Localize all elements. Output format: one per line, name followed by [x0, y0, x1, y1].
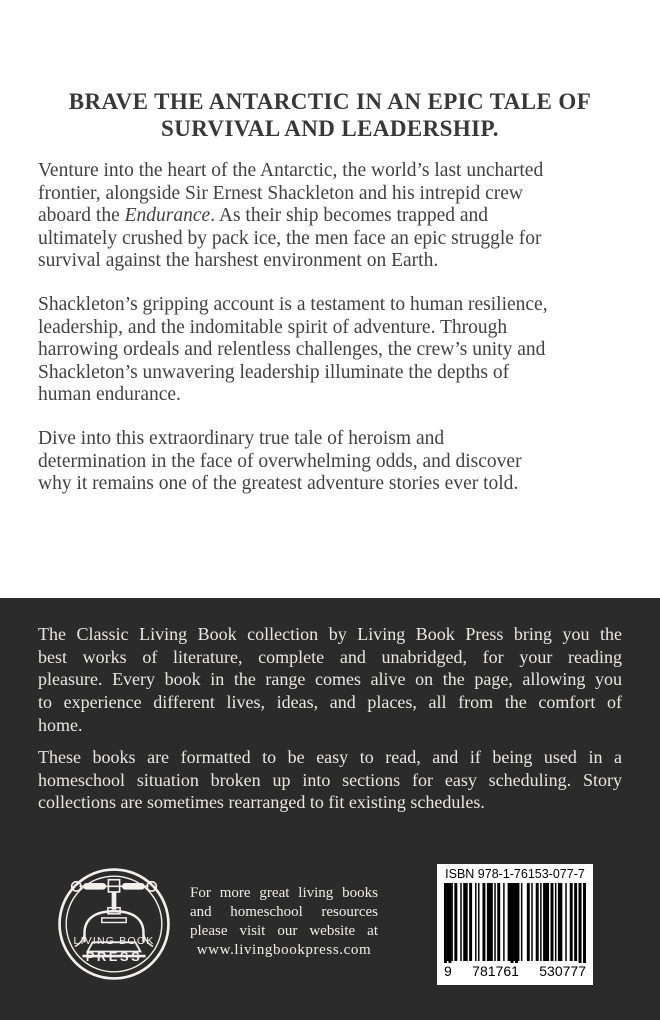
publisher-paragraph-1	[38, 623, 622, 737]
text-line: determination in the face of overwhelming odds, and discover	[38, 450, 522, 472]
text-line: to experience different lives, ideas, and places, all from the comfort of	[38, 692, 622, 713]
text-line: Shackleton’s unwavering leadership illuminate the depths of	[38, 361, 510, 383]
synopsis-paragraph-2	[38, 294, 624, 407]
barcode-digits	[442, 963, 588, 979]
text-line: and homeschool resources	[190, 904, 378, 920]
barcode-digit-group: 530777	[539, 963, 586, 979]
book-tagline	[0, 88, 660, 142]
text-line: ultimately crushed by pack ice, the men face an epic struggle for	[38, 227, 542, 249]
text-line: Shackleton’s gripping account is a testament to human resilience,	[38, 294, 548, 315]
tagline-line: BRAVE THE ANTARCTIC IN AN EPIC TALE OF	[68, 89, 592, 114]
publisher-paragraph-2	[38, 746, 622, 814]
text-line: human endurance.	[38, 384, 181, 406]
synopsis-paragraph-3	[38, 428, 624, 496]
text-line: harrowing ordeals and relentless challenges, the crew’s unity and	[38, 339, 546, 361]
text-line: Dive into this extraordinary true tale of heroism and	[38, 428, 445, 449]
logo-name-living-book: LIVING BOOK	[73, 935, 155, 947]
barcode-digit-group: 9	[444, 963, 452, 979]
text-line: survival against the harshest environment on Earth.	[38, 250, 439, 272]
text-segment: . As their ship becomes trapped and	[210, 205, 489, 227]
text-line: home.	[38, 714, 83, 735]
synopsis-paragraph-1	[38, 160, 624, 273]
text-line: best works of literature, complete and unabridged, for your reading	[38, 646, 622, 667]
barcode-bars-area	[442, 883, 588, 979]
website-note	[190, 884, 378, 960]
text-line: please visit our website at	[190, 923, 378, 939]
text-segment: aboard the	[38, 205, 125, 227]
text-line: frontier, alongside Sir Ernest Shackleton and his intrepid crew	[38, 182, 523, 204]
text-line: homeschool situation broken up into sections for easy scheduling. Story	[38, 769, 622, 790]
book-name-italic: Endurance	[124, 205, 211, 227]
text-line: For more great living books	[190, 885, 378, 901]
barcode-digit-group: 781761	[472, 963, 519, 979]
isbn-label: ISBN 978-1-76153-077-7	[445, 867, 585, 881]
text-line: why it remains one of the greatest adventure stories ever told.	[38, 473, 519, 495]
website-url: www.livingbookpress.com	[196, 942, 372, 958]
text-line: pleasure. Every book in the range comes alive on the page, allowing you	[38, 669, 622, 690]
text-line: The Classic Living Book collection by Living Book Press bring you the	[38, 624, 622, 644]
text-line: Venture into the heart of the Antarctic, the world’s last uncharted	[38, 160, 544, 181]
publisher-logo	[57, 867, 171, 981]
text-line: collections are sometimes rearranged to fit existing schedules.	[38, 792, 485, 813]
isbn-barcode	[437, 864, 593, 985]
text-line: leadership, and the indomitable spirit of adventure. Through	[38, 316, 508, 338]
tagline-line: SURVIVAL AND LEADERSHIP.	[161, 116, 499, 141]
logo-name-press: PRESS	[85, 949, 143, 964]
text-line: These books are formatted to be easy to read, and if being used in a	[38, 747, 622, 767]
publisher-section	[0, 598, 660, 1020]
text-line	[38, 205, 624, 228]
